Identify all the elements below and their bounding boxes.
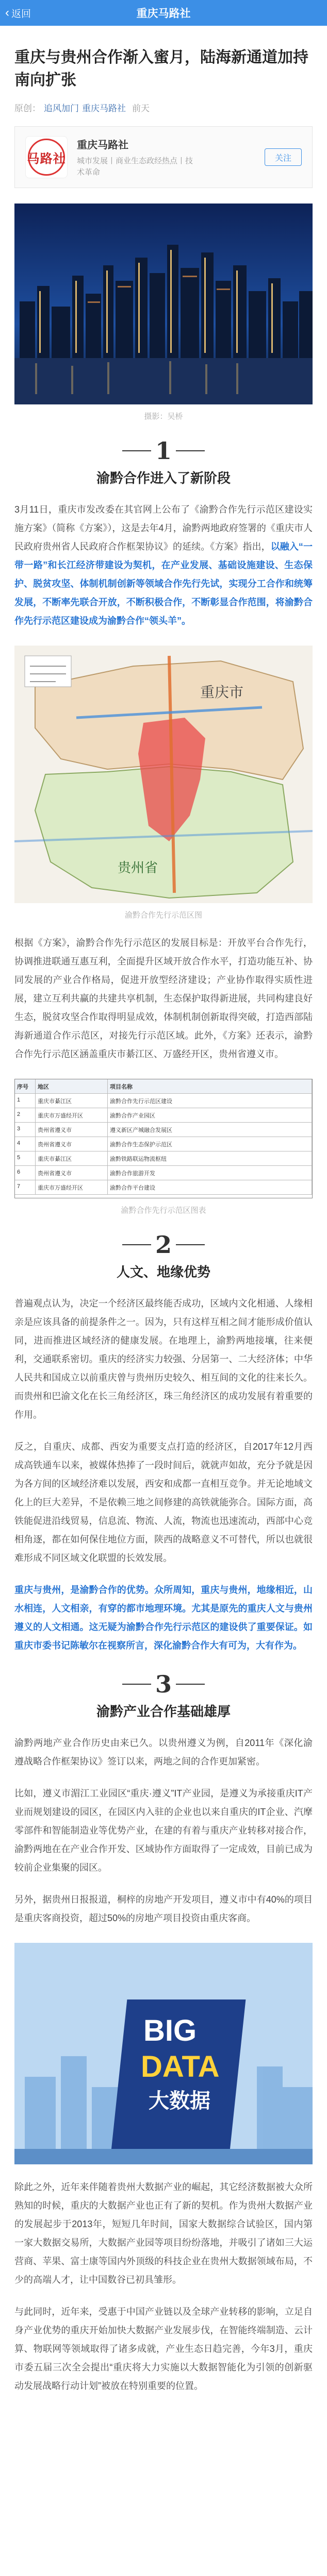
paragraph: 另外，据贵州日报报道，桐梓的房地产开发项目，遵义市中有40%的项目是重庆客商投资，超过50%的房地产项目投资由重庆客商。 — [14, 1894, 313, 1923]
paragraph: 除此之外，近年来伴随着贵州大数据产业的崛起，其它经济数据被大众所熟知的时候，重庆的大数据产业也正有了新的契机。作为贵州大数据产业的发展起步于2013年，短短几年时间，国家大数据综合试验区，国内第一家大数据交易所，大数据产业园等项目纷纷落地，并吸引了诸如三大运营商、苹果、富士康等国内外顶级的科技企业在贵州大数据领域布局，不少的高端人才，让中国数谷已初具雏形。 — [14, 2182, 313, 2285]
table-row: 1 重庆市綦江区 渝黔合作先行示范区建设 — [15, 1094, 312, 1108]
section-number: 2 — [14, 1231, 313, 1259]
section-title: 人文、地缘优势 — [116, 1264, 210, 1280]
account-logo: 马路社 — [25, 136, 68, 178]
paragraph: 渝黔两地产业合作历史由来已久。以贵州遵义为例，自2011年《深化渝遵战略合作框架协议》签订以来，两地之间的合作更加紧密。 — [14, 1738, 313, 1767]
map-label-chongqing: 重庆市 — [200, 684, 244, 700]
section-number: 1 — [14, 437, 313, 465]
section-3-header — [14, 1670, 313, 1720]
bigdata-line-2: DATA — [141, 2050, 220, 2083]
paragraph — [14, 1581, 313, 1655]
paragraph: 3月11日，重庆市发改委在其官网上公布了《渝黔合作先行示范区建设实施方案》（简称《方案》），这是去年4月，渝黔两地政府签署的《重庆市人民政府贵州省人民政府合作框架协议》的延续。《方案》指出，以融入“一带一路”和长江经济带建设为契机，在产业发展、基础设施建设、生态保护、脱贫攻坚、体制机制创新等领域合作先行先试，实现分工合作和统筹发展，不断率先联合开放，不断积极合作，不断彰显合作范围，将渝黔合作先行示范区建设成为渝黔合作“领头羊”。 — [14, 504, 313, 626]
section-2-header — [14, 1231, 313, 1281]
back-label: 返回 — [11, 8, 31, 20]
paragraph: 比如，遵义市湄江工业园区“重庆·遵义”IT产业园，是遵义为承接重庆IT产业而规划建设的园区，在园区内入驻的企业也以来自重庆的IT企业、汽摩零部件和智能制造业等优势产业，在建的有着与重庆产业转移对接合作，渝黔两地在在产业合作开发、区域协作方面取得了一定成效，目前已成为较前企业集聚的园区。 — [14, 1788, 313, 1873]
table-row: 7 重庆市万盛经开区 渝黔合作平台建设 — [15, 1180, 312, 1195]
highlight-text: 以融入“一带一路”和长江经济带建设为契机，在产业发展、基础设施建设、生态保护、脱贫攻坚、体制机制创新等领域合作先行先试，实现分工合作和统筹发展，不断率先联合开放，不断积极合作，不断彰显合作范围，将渝黔合作先行示范区建设成为渝黔合作“领头羊”。 — [14, 541, 313, 626]
top-nav-bar — [0, 0, 327, 26]
section-number: 3 — [14, 1670, 313, 1698]
section-title: 渝黔产业合作基础雄厚 — [96, 1704, 231, 1719]
publish-date: 前天 — [132, 104, 150, 113]
follow-button[interactable]: 关注 — [265, 148, 302, 166]
paragraph: 反之，自重庆、成都、西安为重要支点打造的经济区，自2017年12月西成高铁通车以来，被媒体热捧了一段时间后，就就声如故，充分予就是因为各方间的区域经济难以发展，西安和成都一直相互竞争。并无论地域文化上的巨大差异，不是依赖三地之间修建的高铁就能弥合。国际方面，高铁能促进沿线贸易，信息流、物流、人流，物流也迅速流动，西部中心竞相角逐，都在如何保住地位方面，陕西的战略意义不可替代，所以也就很难形成不同区域文化联盟的长效发展。 — [14, 1442, 313, 1563]
table-row: 6 贵州省遵义市 渝黔合作旅游开发 — [15, 1166, 312, 1180]
account-card[interactable] — [14, 126, 313, 188]
map-label-guizhou: 贵州省 — [118, 860, 158, 875]
table-row: 4 贵州省遵义市 渝黔合作生态保护示范区 — [15, 1137, 312, 1151]
highlight-text: 重庆与贵州，是渝黔合作的优势。众所周知，重庆与贵州，地缘相近，山水相连，人文相亲，有穿的都市地理环境。尤其是原先的重庆人文与贵州遵义的人文相通。这无疑为渝黔合作先行示范区的建设供了重要保证。如重庆市委书记陈敏尔在视察所言，深化渝黔合作大有可为，大有作为。 — [14, 1585, 313, 1651]
author-link[interactable]: 追风加门 — [44, 104, 79, 113]
city-night-photo — [14, 204, 313, 404]
account-description: 城市发展丨商业生态政经热点丨技术革命 — [77, 156, 193, 177]
account-name: 重庆马路社 — [77, 139, 128, 151]
paragraph: 与此同时，近年来，受惠于中国产业链以及全球产业转移的影响，立足自身产业优势的重庆开始加快大数据产业发展步伐，在智能终端制造、云计算、物联网等领域取得了诸多成就，产业生态日趋完善，今年3月，重庆市委五届三次全会提出“重庆将大力实施以大数据智能化为引领的创新驱动发展战略行动计划”被放在特别重要的位置。 — [14, 2307, 313, 2391]
paragraph: 根据《方案》，渝黔合作先行示范区的发展目标是：开放平台合作先行，协调推进联通互惠互利，全面提升区域开放合作水平，打造功能互补、协同发展的产业合作格局，促进开放型经济建设；产业协作取得实质性进展，建立互利共赢的共建共享机制，生态保护取得新进展，共同构建良好生态，脱贫攻坚合作取得明显成效，体制机制创新取得突破，打造西部陆海新通道合作示范区，对接先行示范区域。此外，《方案》还表示，渝黔合作先行示范区涵盖重庆市綦江区、万盛经开区，贵州省遵义市。 — [14, 938, 313, 1059]
region-map — [14, 646, 313, 903]
table-row: 2 重庆市万盛经开区 渝黔合作产业园区 — [15, 1108, 312, 1123]
bigdata-line-1: BIG — [143, 2014, 197, 2047]
table-caption: 渝黔合作先行示范区图表 — [121, 1206, 206, 1215]
chevron-left-icon: ‹ — [5, 6, 9, 20]
table-row: 3 贵州省遵义市 遵义新区产城融合发展区 — [15, 1123, 312, 1137]
back-button[interactable] — [5, 0, 31, 26]
section-title: 渝黔合作进入了新阶段 — [96, 470, 231, 486]
nav-title: 重庆马路社 — [136, 8, 191, 20]
article-page — [0, 26, 327, 2576]
big-data-image — [14, 1943, 313, 2164]
account-link[interactable]: 重庆马路社 — [82, 104, 126, 113]
section-1-header — [14, 437, 313, 487]
source-prefix: 原创： — [14, 104, 41, 113]
table-header: 序号 地区 项目名称 — [15, 1079, 312, 1094]
paragraph: 普遍观点认为，决定一个经济区最终能否成功，区域内文化相通、人缘相亲是应该具备的前提条件之一。因为，只有这样互相之间才能形成价值认同，进而推进区域经济的健康发展。在地理上，渝黔两地接壤，往来便利，交通联系密切。重庆的经济实力较强、分居第一、二大经济体；中华人民共和国成立以前重庆曾与贵州历史较久、相互间的文化的往来长久。而贵州和巴渝文化在长三角经济区，珠三角经济区的成功发展有着重要的作用。 — [14, 1298, 313, 1420]
map-caption: 渝黔合作先行示范区图 — [124, 911, 202, 920]
project-table — [14, 1079, 313, 1198]
photo-caption: 摄影：吴桥 — [144, 412, 183, 421]
table-row: 5 重庆市綦江区 渝黔铁路联运物流枢纽 — [15, 1151, 312, 1166]
article-headline: 重庆与贵州合作渐入蜜月，陆海新通道加持南向扩张 — [14, 49, 308, 89]
article-meta — [14, 101, 313, 114]
bigdata-line-3: 大数据 — [149, 2090, 210, 2112]
